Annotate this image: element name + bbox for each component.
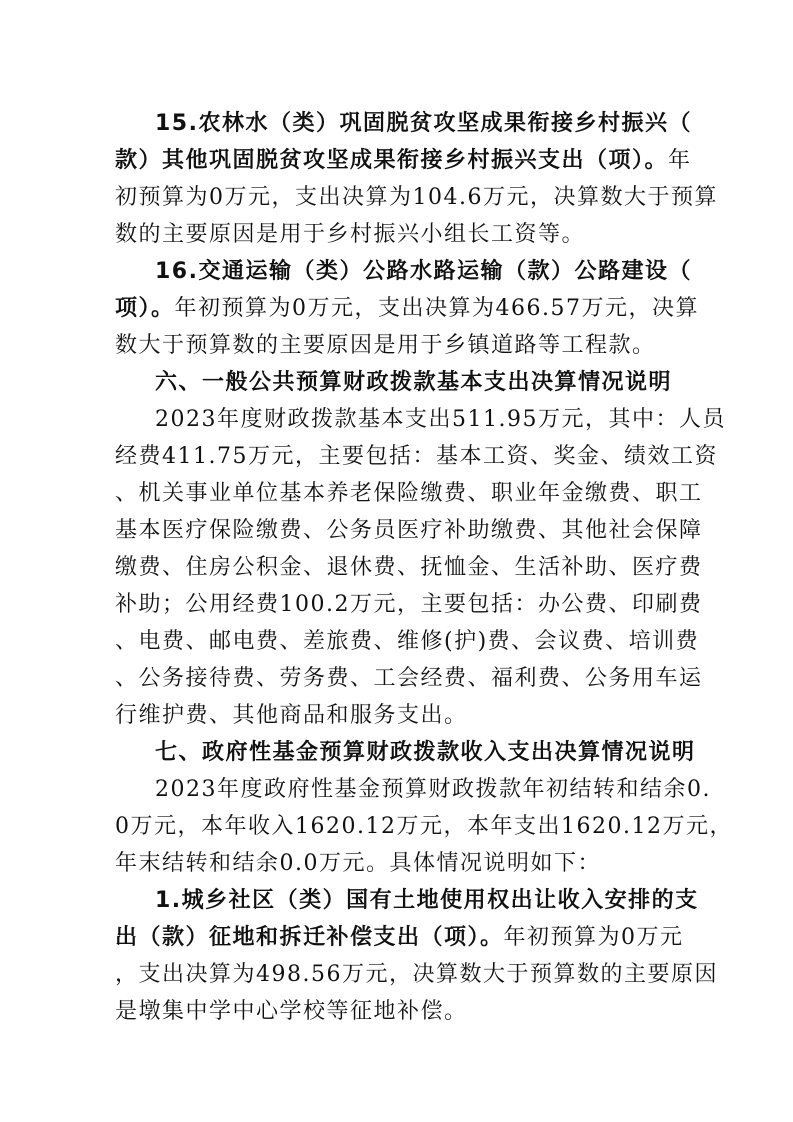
section-15-line-3: 初预算为0万元，支出决算为104.6万元，决算数大于预算: [115, 185, 718, 210]
section-7-line-3: 年末结转和结余0.0万元。具体情况说明如下：: [115, 851, 601, 876]
section-7-item-1-line-2-regular: 年初预算为0万元: [503, 925, 684, 950]
section-7-item-1-line-4: 是墩集中学中心学校等征地补偿。: [115, 999, 468, 1024]
section-16-line-1: 16.交通运输（类）公路水路运输（款）公路建设（: [155, 259, 692, 284]
section-6-line-4: 基本医疗保险缴费、公务员医疗补助缴费、其他社会保障: [115, 518, 703, 543]
section-6-line-1: 2023年度财政拨款基本支出511.95万元，其中：人员: [155, 407, 726, 432]
section-7-heading: 七、政府性基金预算财政拨款收入支出决算情况说明: [155, 739, 696, 765]
section-7-item-1-line-2-bold: 出（款）征地和拆迁补偿支出（项）。: [115, 925, 504, 950]
section-7-item-1-line-1: 1.城乡社区（类）国有土地使用权出让收入安排的支: [155, 888, 699, 913]
section-16-line-3: 数大于预算数的主要原因是用于乡镇道路等工程款。: [115, 333, 656, 358]
section-15-line-1: 15.农林水（类）巩固脱贫攻坚成果衔接乡村振兴（: [155, 111, 692, 136]
section-15-line-2-bold: 款）其他巩固脱贫攻坚成果衔接乡村振兴支出（项）。: [115, 148, 669, 173]
section-16-line-2-bold: 项）。: [115, 296, 175, 321]
section-6-line-2: 经费411.75万元，主要包括：基本工资、奖金、绩效工资: [115, 444, 718, 469]
section-7-item-1-line-2: [115, 919, 684, 956]
section-15-line-4: 数的主要原因是用于乡村振兴小组长工资等。: [115, 222, 586, 247]
section-7-line-1: 2023年度政府性基金预算财政拨款年初结转和结余0.: [155, 777, 711, 802]
section-15-line-2-regular: 年: [668, 148, 692, 173]
section-6-line-7: 、电费、邮电费、差旅费、维修(护)费、会议费、培训费: [115, 629, 700, 654]
section-6-heading: 六、一般公共预算财政拨款基本支出决算情况说明: [155, 369, 673, 395]
section-6-line-8: 、公务接待费、劳务费、工会经费、福利费、公务用车运: [115, 666, 703, 691]
section-7-line-2: 0万元，本年收入1620.12万元，本年支出1620.12万元，: [115, 814, 733, 839]
section-6-line-5: 缴费、住房公积金、退休费、抚恤金、生活补助、医疗费: [115, 555, 703, 580]
section-15-line-2: [115, 142, 692, 179]
section-6-line-9: 行维护费、其他商品和服务支出。: [115, 703, 468, 728]
section-7-item-1-line-3: ，支出决算为498.56万元，决算数大于预算数的主要原因: [115, 962, 718, 987]
section-6-line-3: 、机关事业单位基本养老保险缴费、职业年金缴费、职工: [115, 481, 703, 506]
section-6-line-6: 补助；公用经费100.2万元，主要包括：办公费、印刷费: [115, 592, 703, 617]
section-16-line-2-regular: 年初预算为0万元，支出决算为466.57万元，决算: [174, 296, 699, 321]
section-16-line-2: [115, 290, 699, 327]
